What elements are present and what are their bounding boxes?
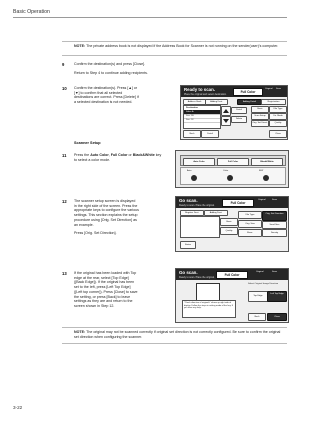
step-9-line: Confirm the destination(s) and press [Close]. (74, 62, 146, 66)
note2-top-rule (62, 327, 287, 328)
status-hint: Ready to scan. Place the original. (179, 203, 215, 207)
step-9-number: 9 (62, 62, 65, 67)
status-hint: Place the original and select destination. (184, 92, 227, 96)
black-white-key[interactable]: Black&White (251, 158, 283, 166)
original-label: Original (258, 199, 266, 201)
step-12-line: an example. (74, 222, 94, 227)
color-mode-box: Full Color (222, 199, 254, 207)
status-bar (181, 86, 287, 97)
color-label: Color (223, 170, 229, 172)
orig-size-button[interactable]: Orig. Size (238, 220, 262, 228)
note1-top-rule (62, 41, 287, 42)
destination-confirm-screen (180, 85, 288, 140)
resolution-button[interactable]: Reso. (238, 229, 262, 237)
step-10-number: 10 (62, 86, 67, 91)
quality-button[interactable]: Quality (269, 120, 287, 127)
basic-tab[interactable]: Basic (220, 218, 238, 226)
list-item[interactable]: Doc. 1F (184, 118, 220, 123)
original-label: Original (256, 271, 264, 273)
color-mode-box: Full Color (233, 88, 263, 96)
detail-button[interactable]: Detail (231, 107, 247, 114)
step-11-text (74, 153, 174, 162)
close-button[interactable]: Close (269, 130, 287, 138)
tab-address-book[interactable]: Address Book (183, 99, 206, 105)
step-12-line: Press [Orig. Set Direction]. (74, 231, 117, 236)
page-header: Basic Operation (13, 9, 50, 15)
note2-bottom-rule (62, 343, 287, 344)
bw-label: B/W (259, 170, 264, 172)
step-13-line: the setting, or press [Back] to leave (74, 294, 131, 299)
tab-adding-detail[interactable]: Adding Detail (237, 99, 262, 105)
left-top-edge-button[interactable]: Left Top Edge (267, 291, 287, 302)
list-header: Destination (184, 106, 220, 111)
destination-list (180, 216, 220, 238)
scan-setup-button[interactable]: Scan Setup (251, 113, 269, 120)
scan-label: Scan (272, 199, 277, 201)
scanner-setup-heading: Scanner Setup (74, 141, 101, 145)
key-name: Black&White (132, 153, 155, 157)
step-13-line: screen shown in Step 12. (74, 303, 115, 308)
back-detail-button[interactable]: Detail (201, 130, 219, 138)
step-10-line: [▼] to confirm that all selected (74, 90, 123, 95)
step-13-line: ([Left top corner]). Press [Close] to save (74, 289, 138, 294)
orig-set-direction-button[interactable]: Orig. Set Direct. (251, 120, 269, 127)
step-13-line: set to the left, press [Left Top Edge] (74, 285, 131, 290)
scan-label: Scan (272, 271, 277, 273)
direction-hint-callout: "Check direction of originals" shows up right side of display. Follow the steps in setting mode of the key. If you have any help. (182, 300, 236, 318)
file-type-button[interactable]: File Type (269, 106, 287, 113)
auto-indicator-icon (191, 175, 197, 181)
status-text: Ready to scan. (184, 87, 215, 92)
step-13-line: If the original has been loaded with Top (74, 271, 137, 275)
page-number: 3-22 (13, 405, 23, 410)
quality-button[interactable]: Quality (220, 227, 238, 235)
list-item[interactable]: Dev. 2B (184, 114, 220, 119)
tab-adding-dest[interactable]: Adding Dest. (205, 99, 228, 105)
delete-button[interactable]: Delete (231, 116, 247, 123)
color-indicator-icon (227, 175, 233, 181)
step-10-line: destinations are correct. Press [Delete] if (74, 95, 139, 100)
note2-label: NOTE: (74, 330, 86, 334)
step-11-line: to select a color mode. (74, 157, 111, 162)
step-10-text (74, 86, 170, 105)
bw-indicator-icon (263, 175, 269, 181)
header-divider (13, 17, 287, 18)
full-color-key[interactable]: Full Color (217, 158, 249, 166)
status-button[interactable]: Status (180, 241, 196, 249)
file-type-button[interactable]: File Type (238, 211, 262, 219)
step-13-line: ([Back Edge]). If the original has been (74, 280, 135, 285)
status-bar (176, 269, 288, 280)
step-12-number: 12 (62, 199, 67, 204)
scroll-down-button[interactable] (221, 116, 231, 126)
back-button[interactable]: Back (248, 313, 266, 321)
control-panel-color-keys (175, 150, 289, 188)
note2 (74, 330, 284, 339)
list-item[interactable]: Sales A (184, 110, 220, 115)
step-13-number: 13 (62, 271, 67, 276)
status-bar (176, 197, 288, 208)
step-12-line: appropriate keys to configure the various (74, 208, 139, 213)
step-12-line: in the right side of the screen. Press the (74, 203, 138, 208)
key-name: Auto Color (90, 153, 109, 157)
basic-tab[interactable]: Basic (251, 106, 269, 113)
destination-list (183, 105, 221, 129)
status-hint: Ready to scan. Place the original. (179, 275, 215, 279)
option-label: Select Original Image Direction (248, 283, 279, 285)
key-detail-area (180, 167, 286, 185)
note1-label: NOTE: (74, 44, 86, 48)
step-13-line: edge at the rear, select [Top Edge] (74, 275, 129, 280)
dir-mode-button[interactable]: Dir. Mode (269, 113, 287, 120)
send-size-button[interactable]: Send Size (262, 221, 287, 229)
orig-set-direction-screen (175, 268, 289, 323)
scan-label: Scan (276, 88, 281, 90)
step-12-line: procedure using [Orig. Set Direction] as (74, 217, 137, 222)
adding-dest-button[interactable]: Adding Dest. (204, 210, 228, 216)
step-11-number: 11 (62, 153, 67, 158)
auto-color-key[interactable]: Auto Color (183, 158, 215, 166)
scanner-setup-screen (175, 196, 289, 252)
key-row (180, 155, 286, 166)
step-12-line: The scanner setup screen is displayed (74, 199, 136, 203)
step-9-line: Return to Step 4 to continue adding recipients. (74, 70, 148, 75)
close-button[interactable]: Close (267, 313, 287, 321)
top-edge-button[interactable]: Top Edge (248, 291, 268, 302)
step-9-text (74, 62, 274, 75)
original-label: Original (265, 88, 273, 90)
status-text: Go scan. (179, 270, 198, 275)
down-arrow-icon (222, 117, 230, 125)
step-12-text (74, 199, 174, 236)
up-arrow-icon (222, 107, 230, 115)
step-13-text (74, 271, 174, 309)
tab-registration[interactable]: Registration (261, 99, 286, 105)
orig-set-direction-button[interactable]: Orig. Set Direction (262, 211, 287, 221)
color-mode-box: Full Color (216, 271, 248, 279)
back-button[interactable]: Back (183, 130, 201, 138)
scroll-up-button[interactable] (221, 106, 231, 116)
note1-bottom-rule (62, 55, 287, 56)
key-name: Full Color (110, 153, 128, 157)
step-11-line: Press the Auto Color, Full Color or Black&White key (74, 153, 162, 157)
status-text: Go scan. (179, 198, 198, 203)
step-10-line: a selected destination is not needed. (74, 100, 133, 105)
step-10-line: Confirm the destination(s). Press [▲] or (74, 86, 138, 90)
auto-label: Auto (187, 170, 192, 172)
step-13-line: settings as they are and return to the (74, 299, 133, 304)
note1-text: The private address book is not displayed if the Address Book for Scanner is not running on the sender(user)'s computer. (86, 44, 279, 48)
note2-text: The original may not be scanned correctly if original set direction is not correctly configured. Be sure to confirm the original set direction when configuring the scanner. (74, 330, 281, 339)
original-document-icon (196, 283, 220, 301)
note1 (74, 44, 284, 49)
step-12-line: settings. This section explains the setup (74, 213, 138, 218)
register-dest-button[interactable]: Register Dest. (180, 210, 204, 216)
density-button[interactable]: Density (262, 229, 287, 237)
